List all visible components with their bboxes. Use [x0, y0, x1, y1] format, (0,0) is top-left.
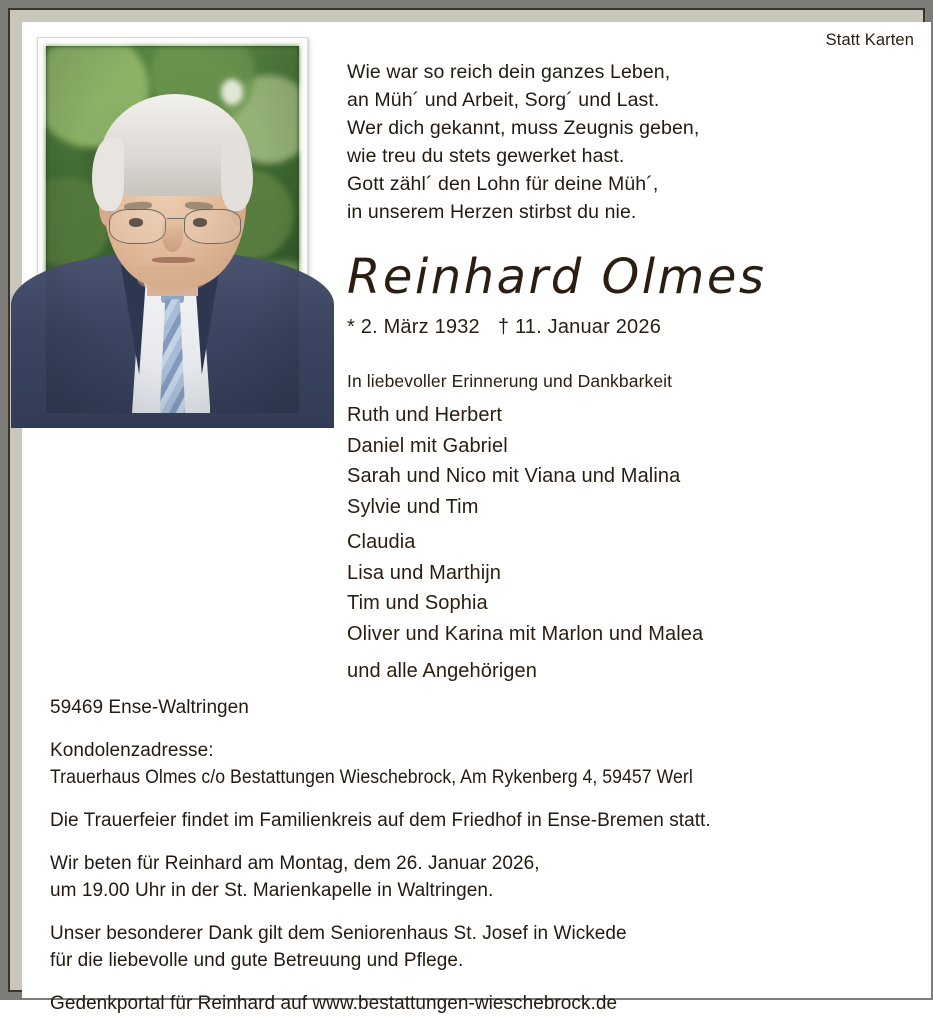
ceremony-block [50, 807, 910, 834]
dedication-line: In liebevoller Erinnerung und Dankbarkeit [347, 371, 673, 391]
header-note: Statt Karten [825, 31, 914, 49]
death-date: † 11. Januar 2026 [497, 316, 662, 338]
family-name: Ruth und Herbert [347, 404, 503, 426]
family-name: Lisa und Marthijn [347, 561, 502, 584]
deceased-name: Reinhard Olmes [347, 249, 767, 305]
ceremony-line: Die Trauerfeier findet im Familienkreis auf dem Friedhof in Ense-Bremen statt. [50, 810, 711, 831]
condolence-address: Trauerhaus Olmes c/o Bestattungen Wieschebrock, Am Rykenberg 4, 59457 Werl [50, 767, 693, 788]
poem-line: Wie war so reich dein ganzes Leben, [347, 61, 671, 83]
family-name: Tim und Sophia [347, 592, 488, 614]
prayer-line: Wir beten für Reinhard am Montag, dem 26. Januar 2026, [50, 853, 540, 874]
place-block [50, 694, 910, 721]
family-closing: und alle Angehörigen [347, 660, 537, 682]
family-name: Sylvie und Tim [347, 495, 479, 518]
family-name: Oliver und Karina mit Marlon und Malea [347, 622, 704, 645]
prayer-block [50, 850, 910, 904]
family-name: Daniel mit Gabriel [347, 434, 508, 457]
poem-line: Wer dich gekannt, muss Zeugnis geben, [347, 117, 700, 139]
main-text-column [347, 58, 917, 687]
place-line: 59469 Ense-Waltringen [50, 697, 249, 718]
memorial-poem [347, 58, 917, 226]
notice-page [22, 22, 931, 1014]
birth-date: * 2. März 1932 [347, 316, 480, 338]
portrait-photo [46, 46, 299, 413]
memorial-portal-line: Gedenkportal für Reinhard auf www.bestattungen-wieschebrock.de [50, 993, 618, 1014]
condolence-block [50, 737, 910, 791]
poem-line: in unserem Herzen stirbst du nie. [347, 201, 637, 223]
poem-line: Gott zähl´ den Lohn für deine Müh´, [347, 173, 659, 195]
photo-vignette [46, 46, 299, 413]
poem-line: an Müh´ und Arbeit, Sorg´ und Last. [347, 89, 660, 111]
family-name: Claudia [347, 531, 416, 553]
thanks-line: Unser besonderer Dank gilt dem Seniorenhaus St. Josef in Wickede [50, 923, 627, 944]
thanks-line: für die liebevolle und gute Betreuung und Pflege. [50, 950, 464, 971]
family-name: Sarah und Nico mit Viana und Malina [347, 465, 681, 487]
life-dates [347, 316, 917, 339]
family-group-2 [347, 527, 917, 649]
condolence-label: Kondolenzadresse: [50, 740, 214, 761]
poem-line: wie treu du stets gewerket hast. [347, 145, 625, 167]
prayer-line: um 19.00 Uhr in der St. Marienkapelle in Waltringen. [50, 880, 494, 901]
notice-inner-rule [8, 8, 925, 1014]
lower-details-block [50, 694, 910, 1017]
portrait-photo-frame [37, 37, 308, 422]
family-group-1 [347, 400, 917, 522]
family-names [347, 400, 917, 687]
thanks-block [50, 920, 910, 974]
memorial-portal-block [50, 990, 910, 1017]
